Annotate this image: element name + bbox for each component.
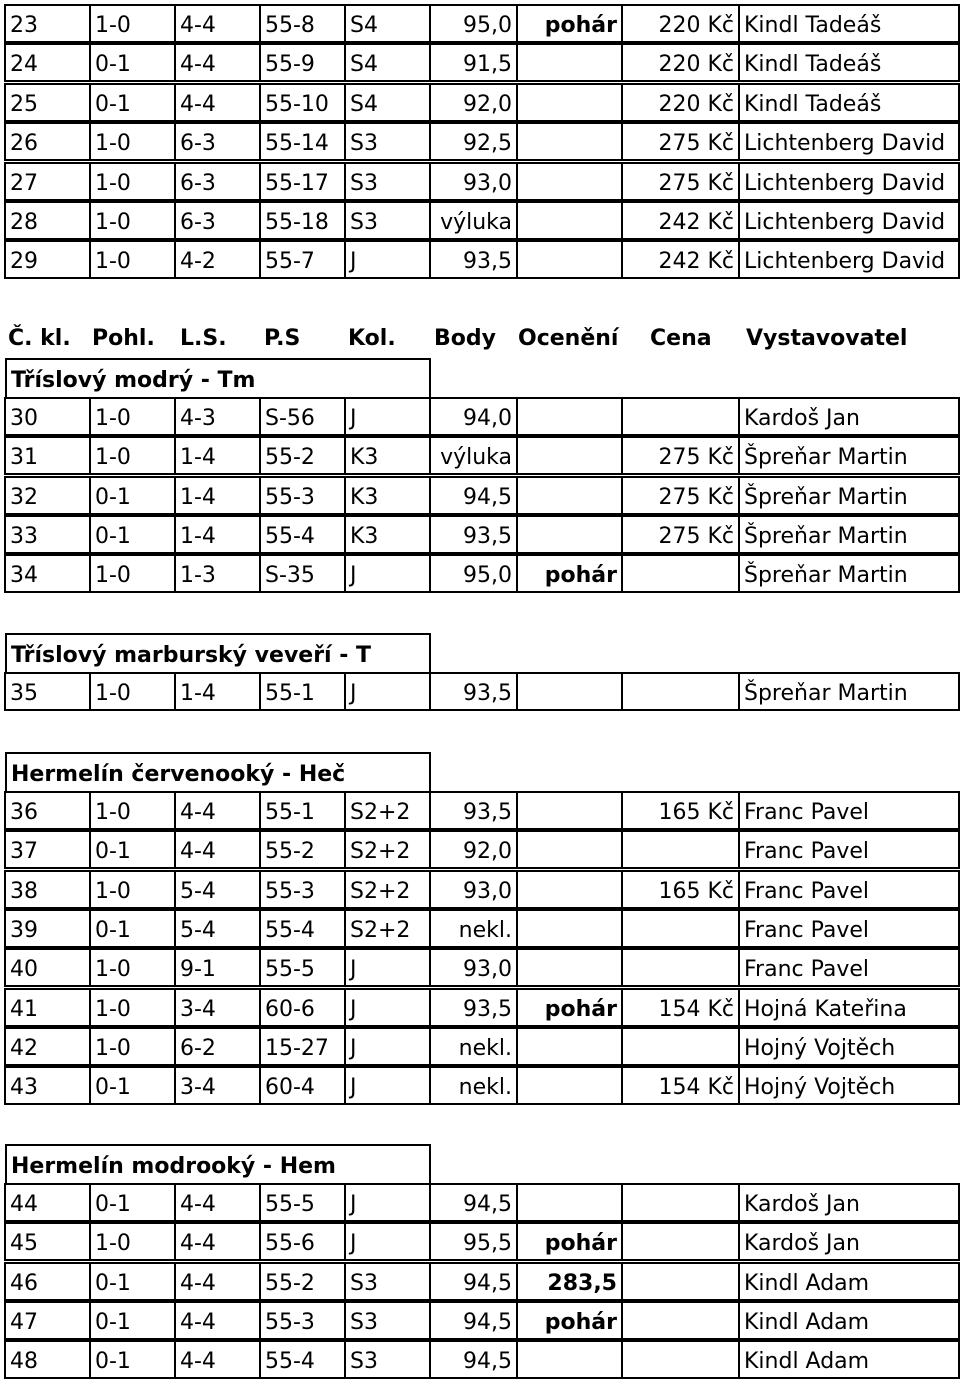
sex-cell: 0-1 [89,909,176,948]
group-title: Tříslový marburský veveří - T [5,633,431,674]
price-cell: 275 Kč [621,436,740,475]
group-title: Hermelín modrooký - Hem [5,1144,431,1185]
table-row [0,870,960,909]
exhibitor-cell: Kindl Adam [738,1301,960,1340]
price-cell [621,948,740,987]
right-ear-cell: 55-3 [259,1301,346,1340]
price-cell [621,554,740,593]
cage-number-cell: 31 [4,436,91,475]
left-ear-cell: 1-3 [174,554,261,593]
left-ear-cell: 6-3 [174,201,261,240]
price-cell [621,1301,740,1340]
class-cell: J [344,1222,431,1261]
sex-cell: 0-1 [89,476,176,515]
sex-cell: 0-1 [89,83,176,122]
class-cell: J [344,240,431,279]
table-row [0,476,960,515]
left-ear-cell: 4-4 [174,1262,261,1301]
exhibitor-cell: Kindl Tadeáš [738,4,960,43]
left-ear-cell: 5-4 [174,870,261,909]
column-header-sex: Pohl. [92,326,155,351]
right-ear-cell: 60-6 [259,988,346,1027]
cage-number-cell: 27 [4,162,91,201]
class-cell: J [344,672,431,711]
table-row [0,240,960,279]
exhibitor-cell: Franc Pavel [738,870,960,909]
sex-cell: 1-0 [89,554,176,593]
points-cell: 94,5 [429,1340,518,1379]
left-ear-cell: 4-4 [174,830,261,869]
left-ear-cell: 4-4 [174,83,261,122]
cage-number-cell: 41 [4,988,91,1027]
cage-number-cell: 35 [4,672,91,711]
group-title: Tříslový modrý - Tm [5,358,431,399]
price-cell [621,1027,740,1066]
sex-cell: 1-0 [89,870,176,909]
class-cell: S3 [344,1301,431,1340]
points-cell: výluka [429,201,518,240]
award-cell [516,791,623,830]
exhibitor-cell: Franc Pavel [738,909,960,948]
points-cell: nekl. [429,909,518,948]
award-cell: pohár [516,1222,623,1261]
sex-cell: 1-0 [89,436,176,475]
table-row [0,791,960,830]
price-cell: 165 Kč [621,870,740,909]
class-cell: J [344,397,431,436]
points-cell: 91,5 [429,43,518,82]
price-cell [621,672,740,711]
right-ear-cell: S-35 [259,554,346,593]
right-ear-cell: 55-3 [259,870,346,909]
points-cell: nekl. [429,1066,518,1105]
class-cell: K3 [344,476,431,515]
award-cell [516,830,623,869]
right-ear-cell: 55-8 [259,4,346,43]
points-cell: 93,5 [429,791,518,830]
cage-number-cell: 42 [4,1027,91,1066]
cage-number-cell: 47 [4,1301,91,1340]
left-ear-cell: 3-4 [174,988,261,1027]
award-cell: pohár [516,554,623,593]
price-cell [621,909,740,948]
cage-number-cell: 44 [4,1183,91,1222]
class-cell: K3 [344,515,431,554]
sex-cell: 0-1 [89,1066,176,1105]
class-cell: S2+2 [344,909,431,948]
exhibitor-cell: Špreňar Martin [738,476,960,515]
right-ear-cell: 55-6 [259,1222,346,1261]
left-ear-cell: 1-4 [174,672,261,711]
award-cell [516,1066,623,1105]
right-ear-cell: 55-9 [259,43,346,82]
price-cell: 242 Kč [621,240,740,279]
award-cell [516,122,623,161]
price-cell: 165 Kč [621,791,740,830]
award-cell [516,436,623,475]
cage-number-cell: 29 [4,240,91,279]
points-cell: výluka [429,436,518,475]
right-ear-cell: 55-2 [259,830,346,869]
points-cell: 93,0 [429,948,518,987]
cage-number-cell: 39 [4,909,91,948]
cage-number-cell: 25 [4,83,91,122]
exhibitor-cell: Kindl Tadeáš [738,43,960,82]
class-cell: J [344,1183,431,1222]
table-row [0,1301,960,1340]
class-cell: S4 [344,83,431,122]
left-ear-cell: 1-4 [174,476,261,515]
cage-number-cell: 36 [4,791,91,830]
table-row [0,1262,960,1301]
award-cell [516,83,623,122]
cage-number-cell: 46 [4,1262,91,1301]
points-cell: 93,5 [429,240,518,279]
left-ear-cell: 6-2 [174,1027,261,1066]
award-cell: 283,5 [516,1262,623,1301]
right-ear-cell: 55-2 [259,1262,346,1301]
left-ear-cell: 1-4 [174,436,261,475]
award-cell [516,476,623,515]
cage-number-cell: 45 [4,1222,91,1261]
table-row [0,1066,960,1105]
exhibitor-cell: Špreňar Martin [738,436,960,475]
left-ear-cell: 3-4 [174,1066,261,1105]
exhibitor-cell: Hojná Kateřina [738,988,960,1027]
exhibitor-cell: Špreňar Martin [738,554,960,593]
exhibitor-cell: Kindl Tadeáš [738,83,960,122]
price-cell: 154 Kč [621,988,740,1027]
left-ear-cell: 4-4 [174,1222,261,1261]
class-cell: J [344,948,431,987]
price-cell: 220 Kč [621,43,740,82]
table-row [0,4,960,43]
class-cell: J [344,1066,431,1105]
sex-cell: 1-0 [89,122,176,161]
sex-cell: 1-0 [89,948,176,987]
table-row [0,122,960,161]
table-row [0,162,960,201]
award-cell [516,672,623,711]
award-cell: pohár [516,988,623,1027]
price-cell: 242 Kč [621,201,740,240]
price-cell: 275 Kč [621,122,740,161]
sex-cell: 1-0 [89,397,176,436]
price-cell: 154 Kč [621,1066,740,1105]
sex-cell: 0-1 [89,1183,176,1222]
award-cell [516,240,623,279]
exhibitor-cell: Lichtenberg David [738,162,960,201]
points-cell: 94,5 [429,1262,518,1301]
table-row [0,1340,960,1379]
points-cell: 92,5 [429,122,518,161]
table-row [0,830,960,869]
points-cell: 95,0 [429,4,518,43]
column-header-cage-number: Č. kl. [8,326,71,351]
price-cell [621,830,740,869]
table-row [0,1183,960,1222]
sex-cell: 0-1 [89,830,176,869]
class-cell: S3 [344,122,431,161]
award-cell [516,1027,623,1066]
column-header-right-ear: P.S [264,326,301,351]
class-cell: S2+2 [344,830,431,869]
table-row [0,397,960,436]
table-row [0,988,960,1027]
points-cell: 92,0 [429,830,518,869]
table-row [0,948,960,987]
table-row [0,1027,960,1066]
table-row [0,43,960,82]
table-row [0,515,960,554]
column-header-award: Ocenění [518,326,619,351]
cage-number-cell: 37 [4,830,91,869]
class-cell: S3 [344,1340,431,1379]
sex-cell: 1-0 [89,1027,176,1066]
cage-number-cell: 48 [4,1340,91,1379]
price-cell [621,1262,740,1301]
sex-cell: 0-1 [89,515,176,554]
points-cell: 93,5 [429,515,518,554]
price-cell: 275 Kč [621,515,740,554]
sex-cell: 1-0 [89,988,176,1027]
class-cell: K3 [344,436,431,475]
award-cell: pohár [516,1301,623,1340]
left-ear-cell: 5-4 [174,909,261,948]
exhibitor-cell: Hojný Vojtěch [738,1066,960,1105]
cage-number-cell: 43 [4,1066,91,1105]
exhibitor-cell: Franc Pavel [738,948,960,987]
points-cell: 94,5 [429,476,518,515]
points-cell: 95,5 [429,1222,518,1261]
price-cell [621,1340,740,1379]
right-ear-cell: 55-4 [259,909,346,948]
right-ear-cell: 55-14 [259,122,346,161]
left-ear-cell: 6-3 [174,122,261,161]
left-ear-cell: 4-4 [174,4,261,43]
points-cell: 93,0 [429,870,518,909]
sex-cell: 1-0 [89,162,176,201]
sex-cell: 1-0 [89,4,176,43]
exhibitor-cell: Špreňar Martin [738,672,960,711]
sex-cell: 1-0 [89,1222,176,1261]
class-cell: S3 [344,162,431,201]
sex-cell: 0-1 [89,1340,176,1379]
award-cell [516,870,623,909]
award-cell [516,43,623,82]
points-cell: 93,5 [429,988,518,1027]
table-row [0,554,960,593]
right-ear-cell: 55-3 [259,476,346,515]
sex-cell: 0-1 [89,1301,176,1340]
cage-number-cell: 23 [4,4,91,43]
right-ear-cell: 55-5 [259,1183,346,1222]
right-ear-cell: 55-2 [259,436,346,475]
left-ear-cell: 4-4 [174,1183,261,1222]
points-cell: 92,0 [429,83,518,122]
sex-cell: 1-0 [89,672,176,711]
left-ear-cell: 4-4 [174,1301,261,1340]
table-row [0,909,960,948]
points-cell: 95,0 [429,554,518,593]
cage-number-cell: 30 [4,397,91,436]
right-ear-cell: 55-7 [259,240,346,279]
cage-number-cell: 34 [4,554,91,593]
class-cell: S2+2 [344,791,431,830]
class-cell: J [344,554,431,593]
right-ear-cell: 60-4 [259,1066,346,1105]
exhibitor-cell: Lichtenberg David [738,122,960,161]
cage-number-cell: 32 [4,476,91,515]
left-ear-cell: 4-4 [174,1340,261,1379]
right-ear-cell: 55-5 [259,948,346,987]
right-ear-cell: S-56 [259,397,346,436]
points-cell: 93,0 [429,162,518,201]
price-cell: 275 Kč [621,162,740,201]
class-cell: S4 [344,4,431,43]
column-header-exhibitor: Vystavovatel [746,326,908,351]
sex-cell: 1-0 [89,201,176,240]
points-cell: nekl. [429,1027,518,1066]
exhibitor-cell: Kindl Adam [738,1340,960,1379]
class-cell: S4 [344,43,431,82]
class-cell: S3 [344,1262,431,1301]
exhibitor-cell: Špreňar Martin [738,515,960,554]
cage-number-cell: 24 [4,43,91,82]
award-cell [516,1183,623,1222]
points-cell: 94,5 [429,1301,518,1340]
cage-number-cell: 26 [4,122,91,161]
right-ear-cell: 55-1 [259,791,346,830]
right-ear-cell: 55-4 [259,515,346,554]
left-ear-cell: 4-4 [174,43,261,82]
exhibitor-cell: Lichtenberg David [738,240,960,279]
left-ear-cell: 6-3 [174,162,261,201]
price-cell [621,1183,740,1222]
points-cell: 93,5 [429,672,518,711]
cage-number-cell: 28 [4,201,91,240]
column-header-left-ear: L.S. [180,326,227,351]
left-ear-cell: 9-1 [174,948,261,987]
table-row [0,201,960,240]
class-cell: S2+2 [344,870,431,909]
price-cell: 275 Kč [621,476,740,515]
table-row [0,1222,960,1261]
table-row [0,436,960,475]
award-cell [516,201,623,240]
sex-cell: 0-1 [89,1262,176,1301]
cage-number-cell: 38 [4,870,91,909]
right-ear-cell: 55-18 [259,201,346,240]
right-ear-cell: 55-1 [259,672,346,711]
class-cell: J [344,1027,431,1066]
right-ear-cell: 55-17 [259,162,346,201]
points-cell: 94,5 [429,1183,518,1222]
left-ear-cell: 4-4 [174,791,261,830]
sex-cell: 1-0 [89,240,176,279]
award-cell [516,948,623,987]
class-cell: S3 [344,201,431,240]
cage-number-cell: 33 [4,515,91,554]
points-cell: 94,0 [429,397,518,436]
award-cell [516,162,623,201]
price-cell [621,397,740,436]
award-cell [516,397,623,436]
column-header-class: Kol. [348,326,396,351]
exhibitor-cell: Kardoš Jan [738,397,960,436]
column-header-price: Cena [650,326,712,351]
sex-cell: 1-0 [89,791,176,830]
exhibitor-cell: Hojný Vojtěch [738,1027,960,1066]
exhibitor-cell: Kindl Adam [738,1262,960,1301]
right-ear-cell: 15-27 [259,1027,346,1066]
left-ear-cell: 4-2 [174,240,261,279]
exhibitor-cell: Kardoš Jan [738,1222,960,1261]
left-ear-cell: 4-3 [174,397,261,436]
price-cell: 220 Kč [621,4,740,43]
right-ear-cell: 55-10 [259,83,346,122]
class-cell: J [344,988,431,1027]
award-cell [516,1340,623,1379]
group-title: Hermelín červenooký - Heč [5,752,431,793]
award-cell: pohár [516,4,623,43]
cage-number-cell: 40 [4,948,91,987]
exhibitor-cell: Franc Pavel [738,791,960,830]
award-cell [516,909,623,948]
exhibitor-cell: Franc Pavel [738,830,960,869]
table-row [0,672,960,711]
exhibitor-cell: Kardoš Jan [738,1183,960,1222]
price-cell [621,1222,740,1261]
right-ear-cell: 55-4 [259,1340,346,1379]
price-cell: 220 Kč [621,83,740,122]
award-cell [516,515,623,554]
exhibitor-cell: Lichtenberg David [738,201,960,240]
table-row [0,83,960,122]
left-ear-cell: 1-4 [174,515,261,554]
sex-cell: 0-1 [89,43,176,82]
column-header-points: Body [434,326,496,351]
